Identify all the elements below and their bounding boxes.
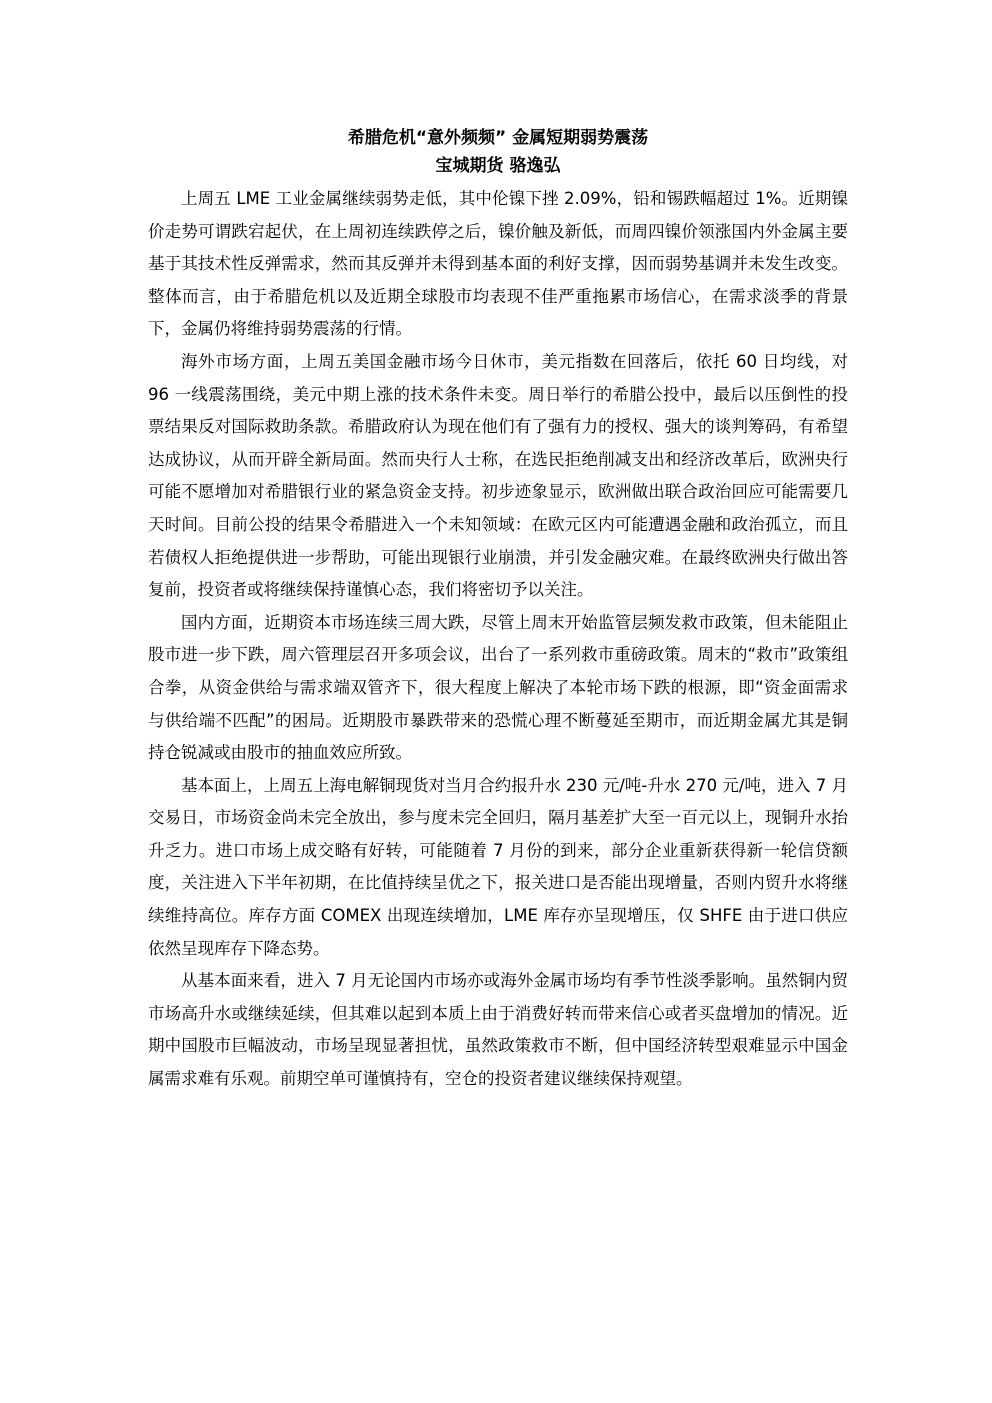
paragraph-4: 基本面上，上周五上海电解铜现货对当月合约报升水 230 元/吨-升水 270 元/吨，进入 7 月交易日，市场资金尚未完全放出，参与度未完全回归，隔月基差扩大至一百元以上，现铜升水抬升乏力。进口市场上成交略有好转，可能随着 7 月份的到来，部分企业重新获得新一轮信贷额度，关注进入下半年初期，在比值持续呈优之下，报关进口是否能出现增量，否则内贸升水将继续维持高位。库存方面 COMEX 出现连续增加，LME 库存亦呈现增压，仅 SHFE 由于进口供应依然呈现库存下降态势。 [148,775,848,958]
paragraph-3: 国内方面，近期资本市场连续三周大跌，尽管上周末开始监管层频发救市政策，但未能阻止股市进一步下跌，周六管理层召开多项会议，出台了一系列救市重磅政策。周末的“救市”政策组合拳，从资金供给与需求端双管齐下，很大程度上解决了本轮市场下跌的根源，即“资金面需求与供给端不匹配”的困局。近期股市暴跌带来的恐慌心理不断蔓延至期市，而近期金属尤其是铜持仓锐减或由股市的抽血效应所致。 [148,612,848,763]
paragraph-1: 上周五 LME 工业金属继续弱势走低，其中伦镍下挫 2.09%，铅和锡跌幅超过 1%。近期镍价走势可谓跌宕起伏，在上周初连续跌停之后，镍价触及新低，而周四镍价领涨国内外金属主要基于其技术性反弹需求，然而其反弹并未得到基本面的利好支撑，因而弱势基调并未发生改变。整体而言，由于希腊危机以及近期全球股市均表现不佳严重拖累市场信心，在需求淡季的背景下，金属仍将维持弱势震荡的行情。 [148,189,848,339]
paragraph-2: 海外市场方面，上周五美国金融市场今日休市，美元指数在回落后，依托 60 日均线，对 96 一线震荡围绕，美元中期上涨的技术条件未变。周日举行的希腊公投中，最后以压倒性的投票结果反对国际救助条款。希腊政府认为现在他们有了强有力的授权、强大的谈判筹码，有希望达成协议，从而开辟全新局面。然而央行人士称，在选民拒绝削减支出和经济改革后，欧洲央行可能不愿增加对希腊银行业的紧急资金支持。初步迹象显示，欧洲做出联合政治回应可能需要几天时间。目前公投的结果令希腊进入一个未知领域：在欧元区内可能遭遇金融和政治孤立，而且若债权人拒绝提供进一步帮助，可能出现银行业崩溃，并引发金融灾难。在最终欧洲央行做出答复前，投资者或将继续保持谨慎心态，我们将密切予以关注。 [148,351,848,600]
document-page [148,124,848,1096]
document-author: 宝城期货 骆逸弘 [435,156,561,176]
document-title: 希腊危机“意外频频” 金属短期弱势震荡 [347,128,649,148]
paragraph-5: 从基本面来看，进入 7 月无论国内市场亦或海外金属市场均有季节性淡季影响。虽然铜内贸市场高升水或继续延续，但其难以起到本质上由于消费好转而带来信心或者买盘增加的情况。近期中国股市巨幅波动，市场呈现显著担忧，虽然政策救市不断，但中国经济转型艰难显示中国金属需求难有乐观。前期空单可谨慎持有，空仓的投资者建议继续保持观望。 [148,971,848,1089]
